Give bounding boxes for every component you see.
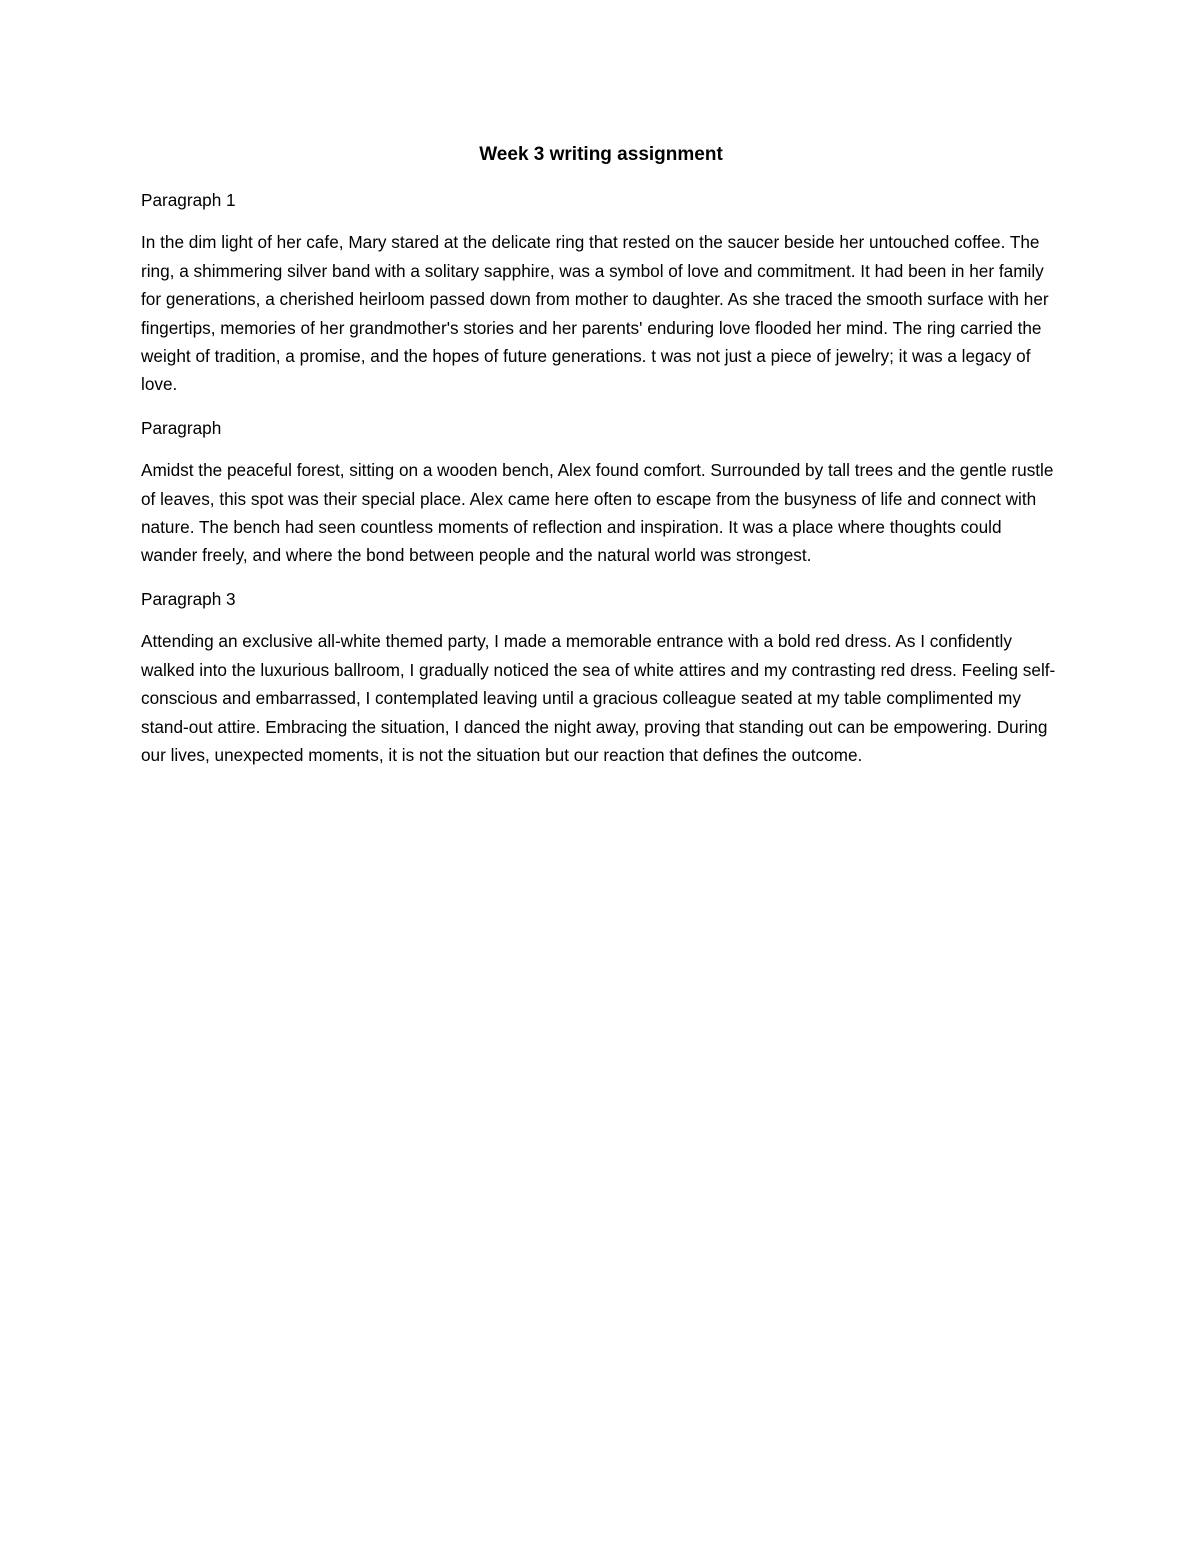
section-body-2: Amidst the peaceful forest, sitting on a wooden bench, Alex found comfort. Surrounded by tall trees and the gentle rustle of leaves, this spot was their special place. Alex came here often to escape from the busyness of life and connect with nature. The bench had seen countless moments of reflection and inspiration. It was a place where thoughts could wander freely, and where the bond between people and the natural world was strongest.: [141, 460, 1054, 566]
section-body-3: Attending an exclusive all-white themed party, I made a memorable entrance with a bold red dress. As I confidently walked into the luxurious ballroom, I gradually noticed the sea of white attires and my contrasting red dress. Feeling self-conscious and embarrassed, I contemplated leaving until a gracious colleague seated at my table complimented my stand-out attire. Embracing the situation, I danced the night away, proving that standing out can be empowering. During our lives, unexpected moments, it is not the situation but our reaction that defines the outcome.: [141, 631, 1056, 765]
section-heading-1: Paragraph 1: [141, 190, 236, 210]
document-content: [141, 140, 1061, 784]
section-heading-2: Paragraph: [141, 417, 222, 438]
section-heading-3: Paragraph 3: [141, 588, 236, 609]
document-title: Week 3 writing assignment: [479, 144, 723, 165]
section-body-1: In the dim light of her cafe, Mary stared at the delicate ring that rested on the saucer beside her untouched coffee. The ring, a shimmering silver band with a solitary sapphire, was a symbol of love and commitment. It had been in her family for generations, a cherished heirloom passed down from mother to daughter. As she traced the smooth surface with her fingertips, memories of her grandmother's stories and her parents' enduring love flooded her mind. The ring carried the weight of tradition, a promise, and the hopes of future generations. t was not just a piece of jewelry; it was a legacy of love.: [141, 232, 1049, 395]
